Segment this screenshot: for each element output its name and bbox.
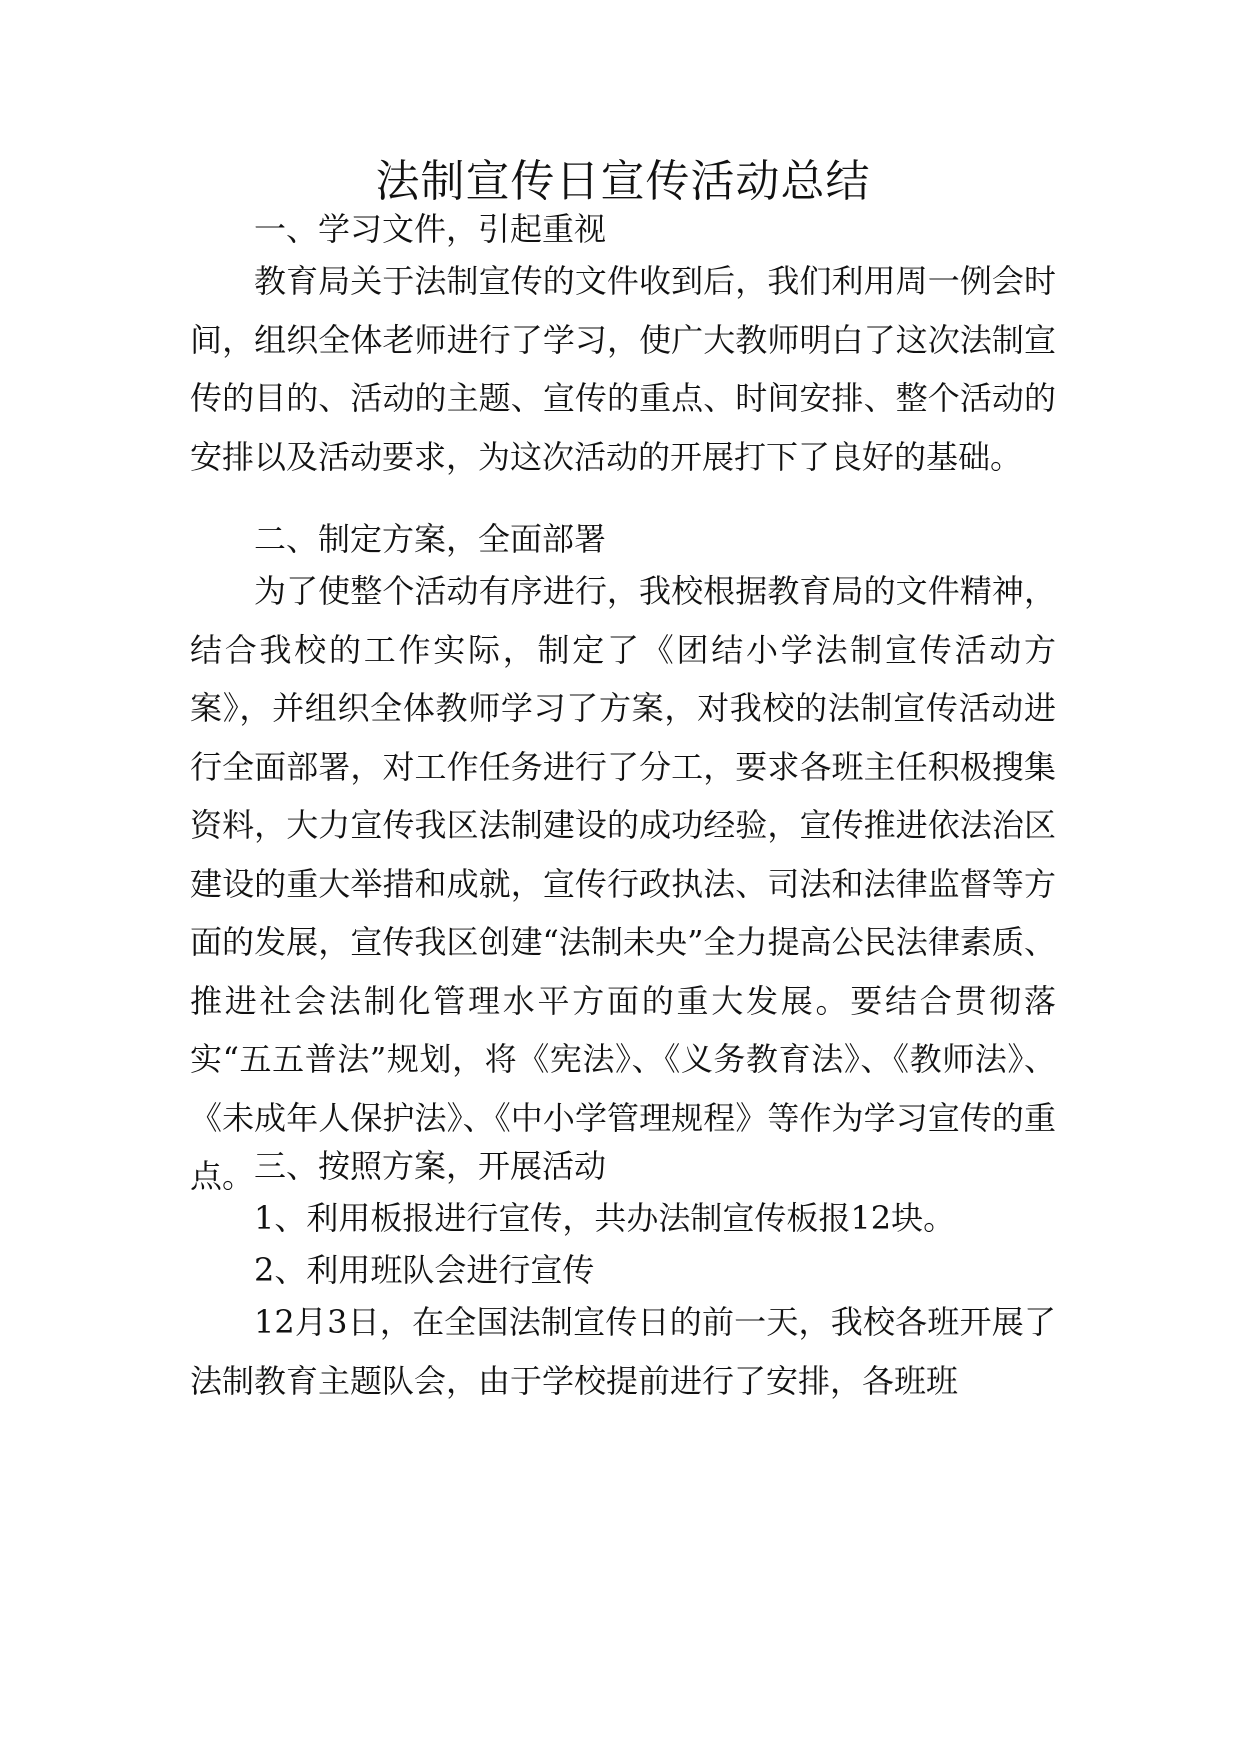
list-item-2: 2、利用班队会进行宣传 <box>254 1251 595 1289</box>
list-item-1: 1、利用板报进行宣传，共办法制宣传板报12块。 <box>254 1199 956 1237</box>
section-heading-1: 一、学习文件，引起重视 <box>254 210 607 248</box>
paragraph-2: 为了使整个活动有序进行，我校根据教育局的文件精神，结合我校的工作实际，制定了《团结小学法制宣传活动方案》，并组织全体教师学习了方案，对我校的法制宣传活动进行全面部署，对工作任务进行了分工，要求各班主任积极搜集资料，大力宣传我区法制建设的成功经验，宣传推进依法治区建设的重大举措和成就，宣传行政执法、司法和法律监督等方面的发展，宣传我区创建“法制未央”全力提高公民法律素质、推进社会法制化管理水平方面的重大发展。要结合贯彻落实“五五普法”规划，将《宪法》、《义务教育法》、《教师法》、《未成年人保护法》、《中小学管理规程》等作为学习宣传的重点。 <box>190 572 1056 1195</box>
document-title: 法制宣传日宣传活动总结 <box>375 156 871 207</box>
paragraph-1: 教育局关于法制宣传的文件收到后，我们利用周一例会时间，组织全体老师进行了学习，使广大教师明白了这次法制宣传的目的、活动的主题、宣传的重点、时间安排、整个活动的安排以及活动要求，为这次活动的开展打下了良好的基础。 <box>190 262 1056 476</box>
paragraph-3: 12月3日，在全国法制宣传日的前一天，我校各班开展了法制教育主题队会，由于学校提前进行了安排，各班班 <box>190 1303 1056 1400</box>
section-heading-3: 三、按照方案，开展活动 <box>254 1147 607 1185</box>
section-heading-2: 二、制定方案，全面部署 <box>254 520 607 558</box>
